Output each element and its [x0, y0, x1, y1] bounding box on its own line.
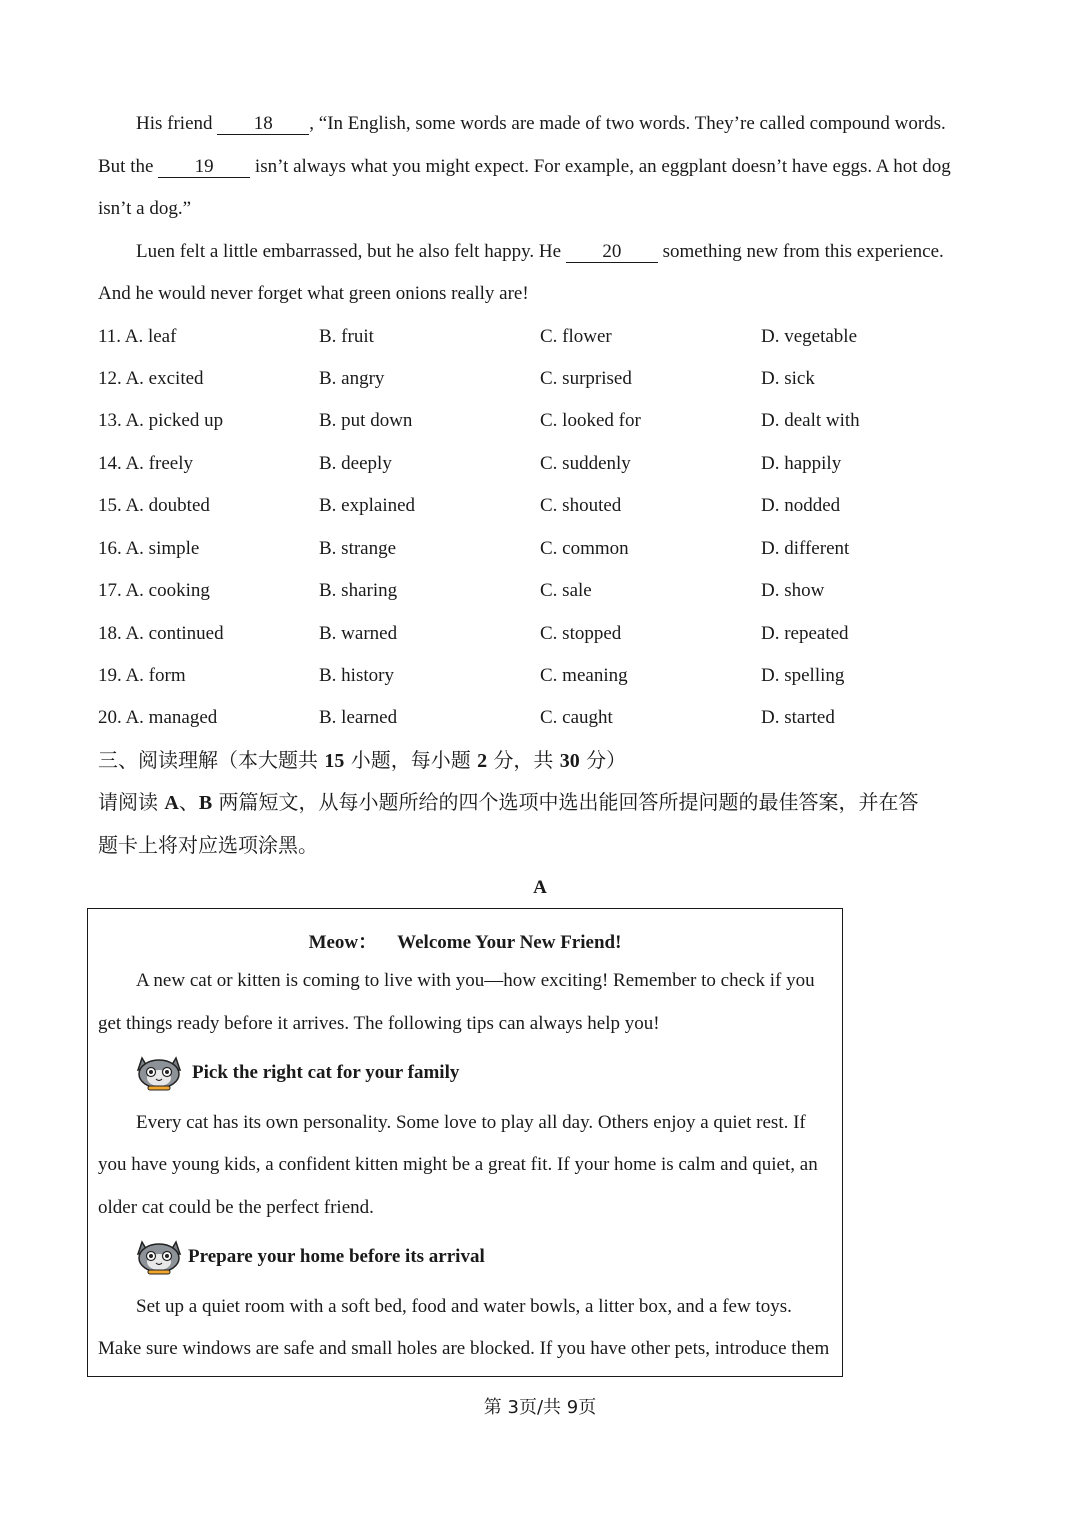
- blank-18: 18: [217, 114, 309, 135]
- section-heading: [98, 747, 626, 774]
- tip2-line-1: Set up a quiet room with a soft bed, food and water bowls, a litter box, and a few toys.: [136, 1296, 792, 1317]
- intro-line-1: A new cat or kitten is coming to live with you—how exciting! Remember to check if you: [136, 970, 815, 991]
- option-20-a: 20. A. managed: [98, 707, 218, 728]
- option-14-a: 14. A. freely: [98, 453, 193, 474]
- text: , “In English, some words are made of two words. They’re called compound words.: [309, 113, 946, 134]
- text: 分，共: [493, 748, 554, 772]
- option-20-b: B. learned: [319, 707, 398, 728]
- option-12-b: B. angry: [319, 368, 385, 389]
- article-box: [87, 908, 843, 1377]
- passage-label-a: A: [533, 877, 547, 898]
- text: 、: [178, 790, 199, 814]
- tip-heading-2: Prepare your home before its arrival: [188, 1246, 485, 1267]
- option-16-d: D. different: [761, 538, 850, 559]
- section-instruction-2: 题卡上将对应选项涂黑。: [98, 833, 318, 857]
- text: 15: [324, 750, 345, 772]
- cat-icon: [134, 1052, 184, 1092]
- text: 三、阅读理解（本大题共: [98, 748, 318, 772]
- option-13-c: C. looked for: [540, 410, 641, 431]
- option-18-b: B. warned: [319, 623, 398, 644]
- text: 请阅读: [98, 790, 158, 814]
- option-12-d: D. sick: [761, 368, 815, 389]
- option-14-c: C. suddenly: [540, 453, 631, 474]
- option-16-a: 16. A. simple: [98, 538, 200, 559]
- text: B: [198, 792, 213, 814]
- tip1-line-3: older cat could be the perfect friend.: [98, 1197, 374, 1218]
- option-18-a: 18. A. continued: [98, 623, 224, 644]
- blank-20: 20: [566, 242, 658, 263]
- text: isn’t always what you might expect. For example, an eggplant doesn’t have eggs. A hot dog: [254, 156, 951, 177]
- passage-line-1: [136, 112, 946, 136]
- passage-line-3: isn’t a dog.”: [98, 198, 192, 219]
- option-19-d: D. spelling: [761, 665, 845, 686]
- text: 分）: [586, 748, 627, 772]
- option-19-a: 19. A. form: [98, 665, 186, 686]
- option-11-b: B. fruit: [319, 326, 374, 347]
- option-13-d: D. dealt with: [761, 410, 860, 431]
- text: 2: [477, 750, 488, 772]
- option-18-c: C. stopped: [540, 623, 622, 644]
- tip2-line-2: Make sure windows are safe and small holes are blocked. If you have other pets, introduce them: [98, 1338, 830, 1359]
- section-instruction-1: [98, 789, 919, 816]
- tip1-line-1: Every cat has its own personality. Some love to play all day. Others enjoy a quiet rest. If: [136, 1112, 806, 1133]
- text: Welcome Your New Friend!: [397, 932, 622, 953]
- text: Luen felt a little embarrassed, but he also felt happy. He: [136, 241, 562, 262]
- text: Meow：: [308, 932, 378, 953]
- page-number: 第 3页/共 9页: [483, 1397, 597, 1418]
- text: something new from this experience.: [662, 241, 944, 262]
- text: 小题，每小题: [350, 748, 471, 772]
- passage-line-4: [136, 240, 944, 264]
- option-20-d: D. started: [761, 707, 835, 728]
- text: A: [164, 792, 179, 814]
- text: His friend: [136, 113, 213, 134]
- text: But the: [98, 156, 154, 177]
- option-14-b: B. deeply: [319, 453, 392, 474]
- option-17-b: B. sharing: [319, 580, 398, 601]
- option-15-b: B. explained: [319, 495, 416, 516]
- option-11-c: C. flower: [540, 326, 612, 347]
- option-17-a: 17. A. cooking: [98, 580, 210, 601]
- cat-icon: [134, 1236, 184, 1276]
- option-13-a: 13. A. picked up: [98, 410, 224, 431]
- tip1-line-2: you have young kids, a confident kitten might be a great fit. If your home is calm and quiet, an: [98, 1154, 818, 1175]
- option-12-a: 12. A. excited: [98, 368, 204, 389]
- passage-line-5: And he would never forget what green onions really are!: [98, 283, 529, 304]
- option-11-a: 11. A. leaf: [98, 326, 177, 347]
- option-16-b: B. strange: [319, 538, 397, 559]
- option-11-d: D. vegetable: [761, 326, 858, 347]
- text: 两篇短文，从每小题所给的四个选项中选出能回答所提问题的最佳答案，并在答: [218, 790, 919, 814]
- article-title: [88, 927, 842, 954]
- option-17-d: D. show: [761, 580, 825, 601]
- intro-line-2: get things ready before it arrives. The following tips can always help you!: [98, 1013, 660, 1034]
- option-20-c: C. caught: [540, 707, 613, 728]
- option-19-b: B. history: [319, 665, 394, 686]
- option-13-b: B. put down: [319, 410, 413, 431]
- tip-heading-1: Pick the right cat for your family: [192, 1062, 460, 1083]
- text: 30: [559, 750, 580, 772]
- option-17-c: C. sale: [540, 580, 592, 601]
- option-15-d: D. nodded: [761, 495, 841, 516]
- option-14-d: D. happily: [761, 453, 842, 474]
- option-15-c: C. shouted: [540, 495, 622, 516]
- option-12-c: C. surprised: [540, 368, 632, 389]
- option-18-d: D. repeated: [761, 623, 849, 644]
- passage-line-2: [98, 155, 951, 179]
- option-19-c: C. meaning: [540, 665, 628, 686]
- option-16-c: C. common: [540, 538, 629, 559]
- option-15-a: 15. A. doubted: [98, 495, 210, 516]
- blank-19: 19: [158, 157, 250, 178]
